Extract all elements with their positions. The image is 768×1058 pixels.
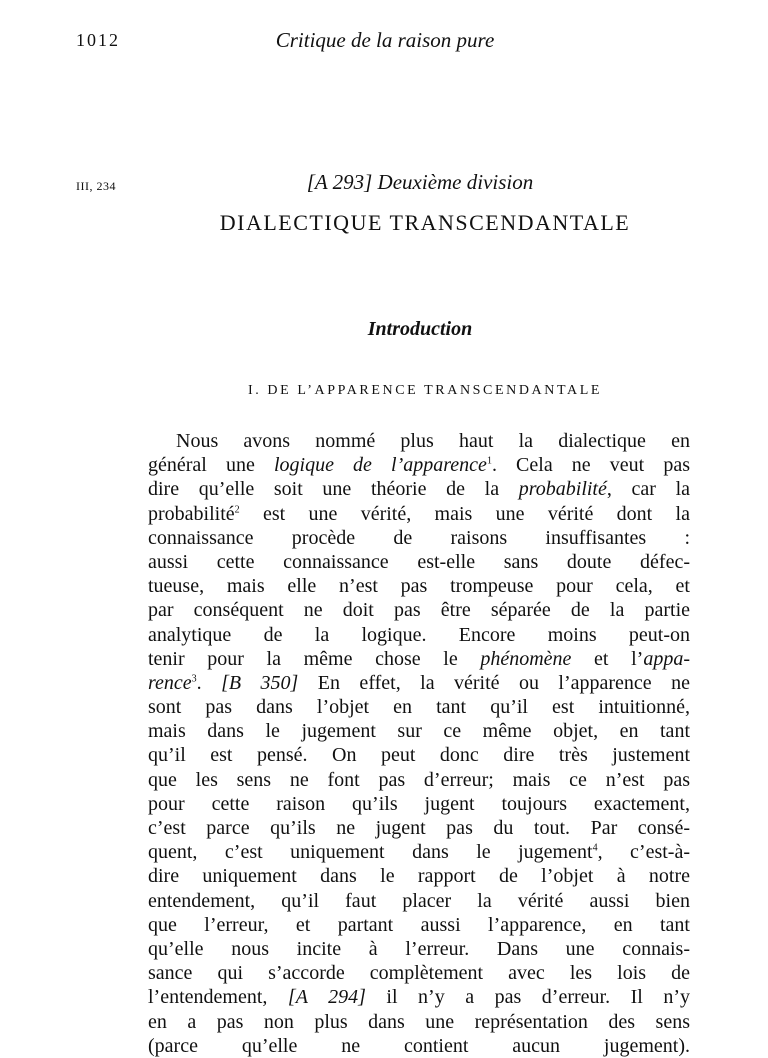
- introduction-title: Introduction: [367, 318, 473, 340]
- text-segment: entendement, qu’il faut placer la vérité aussi bien: [148, 889, 690, 912]
- text-segment: que les sens ne font pas d’erreur; mais ce n’est pas: [148, 768, 690, 791]
- italic-text: phénomène: [480, 647, 572, 670]
- text-line: [148, 985, 690, 1009]
- text-line: [148, 1034, 690, 1058]
- running-head: Critique de la raison pure: [275, 28, 495, 52]
- text-line: [148, 1010, 690, 1034]
- text-line: [148, 453, 690, 477]
- italic-text: logique de l’apparence: [273, 454, 487, 477]
- footnote-marker: 4: [592, 842, 598, 854]
- text-line: [148, 598, 690, 622]
- footnote-marker: 1: [486, 455, 492, 467]
- text-segment: c’est parce qu’ils ne jugent pas du tout. Par consé-: [148, 817, 690, 839]
- italic-text: [B 350]: [221, 671, 299, 694]
- text-line: [148, 477, 690, 501]
- text-segment: analytique de la logique. Encore moins peut-on: [148, 623, 690, 646]
- text-line: [148, 647, 690, 671]
- division-reference: [A 293]: [306, 170, 373, 194]
- text-segment: .: [196, 671, 222, 694]
- text-segment: En effet, la vérité ou l’apparence ne: [298, 671, 690, 694]
- text-segment: et l’: [571, 647, 644, 670]
- text-segment: qu’elle nous incite à l’erreur. Dans une connais-: [148, 937, 690, 960]
- margin-reference: III, 234: [76, 179, 116, 193]
- text-segment: aussi cette connaissance est-elle sans doute défec-: [148, 550, 690, 573]
- text-line: [148, 695, 690, 719]
- text-segment: Nous avons nommé plus haut la dialectique en: [176, 430, 690, 452]
- italic-text: probabilité: [518, 478, 607, 501]
- text-line: [148, 816, 690, 840]
- text-segment: probabilité: [148, 502, 235, 525]
- text-line: [148, 792, 690, 816]
- text-segment: (parce qu’elle ne contient aucun jugement).: [148, 1034, 690, 1057]
- text-line: [148, 937, 690, 961]
- text-segment: tueuse, mais elle n’est pas trompeuse pour cela, et: [148, 575, 690, 598]
- text-line: [148, 864, 690, 888]
- text-segment: est une vérité, mais une vérité dont la: [239, 502, 690, 525]
- text-segment: connaissance procède de raisons insuffisantes :: [148, 526, 690, 549]
- text-segment: dire qu’elle soit une théorie de la: [148, 478, 519, 501]
- text-line: [148, 671, 690, 695]
- main-title: DIALECTIQUE TRANSCENDANTALE: [219, 210, 631, 235]
- text-segment: pour cette raison qu’ils jugent toujours exactement,: [148, 792, 690, 815]
- division-heading: [170, 170, 670, 195]
- text-line: [148, 526, 690, 550]
- text-segment: par conséquent ne doit pas être séparée de la partie: [148, 599, 690, 622]
- italic-text: rence: [148, 671, 192, 694]
- text-segment: tenir pour la même chose le: [148, 647, 481, 670]
- text-segment: dire uniquement dans le rapport de l’objet à notre: [148, 865, 690, 888]
- text-segment: l’entendement,: [148, 986, 288, 1009]
- text-segment: , c’est-à-: [597, 841, 690, 864]
- text-segment: qu’il est pensé. On peut donc dire très justement: [148, 744, 690, 767]
- text-line: [148, 743, 690, 767]
- text-line: [148, 913, 690, 937]
- text-line: [148, 502, 690, 526]
- text-segment: que l’erreur, et partant aussi l’apparence, en tant: [148, 913, 690, 936]
- italic-text: appa-: [643, 647, 690, 670]
- text-segment: mais dans le jugement sur ce même objet, en tant: [148, 720, 690, 743]
- text-line: [148, 768, 690, 792]
- text-line: [148, 574, 690, 598]
- text-line: [148, 623, 690, 647]
- text-segment: , car la: [606, 478, 690, 501]
- text-segment: quent, c’est uniquement dans le jugement: [148, 841, 593, 864]
- text-line: [148, 961, 690, 985]
- text-segment: général une: [148, 454, 274, 477]
- division-label: Deuxième division: [377, 170, 534, 194]
- text-segment: il n’y a pas d’erreur. Il n’y: [365, 986, 690, 1009]
- text-segment: sance qui s’accorde complètement avec les lois de: [148, 962, 690, 985]
- text-line: [148, 550, 690, 574]
- text-line: [148, 429, 690, 453]
- text-line: [148, 719, 690, 743]
- italic-text: [A 294]: [287, 986, 366, 1009]
- text-line: [148, 889, 690, 913]
- footnote-marker: 3: [191, 673, 197, 685]
- footnote-marker: 2: [234, 503, 240, 515]
- text-line: [148, 840, 690, 864]
- text-segment: en a pas non plus dans une représentation des sens: [148, 1010, 690, 1033]
- page-number: 1012: [76, 30, 120, 50]
- text-segment: sont pas dans l’objet en tant qu’il est intuitionné,: [148, 696, 690, 719]
- section-title: I. DE L’APPARENCE TRANSCENDANTALE: [247, 383, 603, 398]
- body-text: [148, 429, 690, 1058]
- text-segment: . Cela ne veut pas: [491, 454, 690, 477]
